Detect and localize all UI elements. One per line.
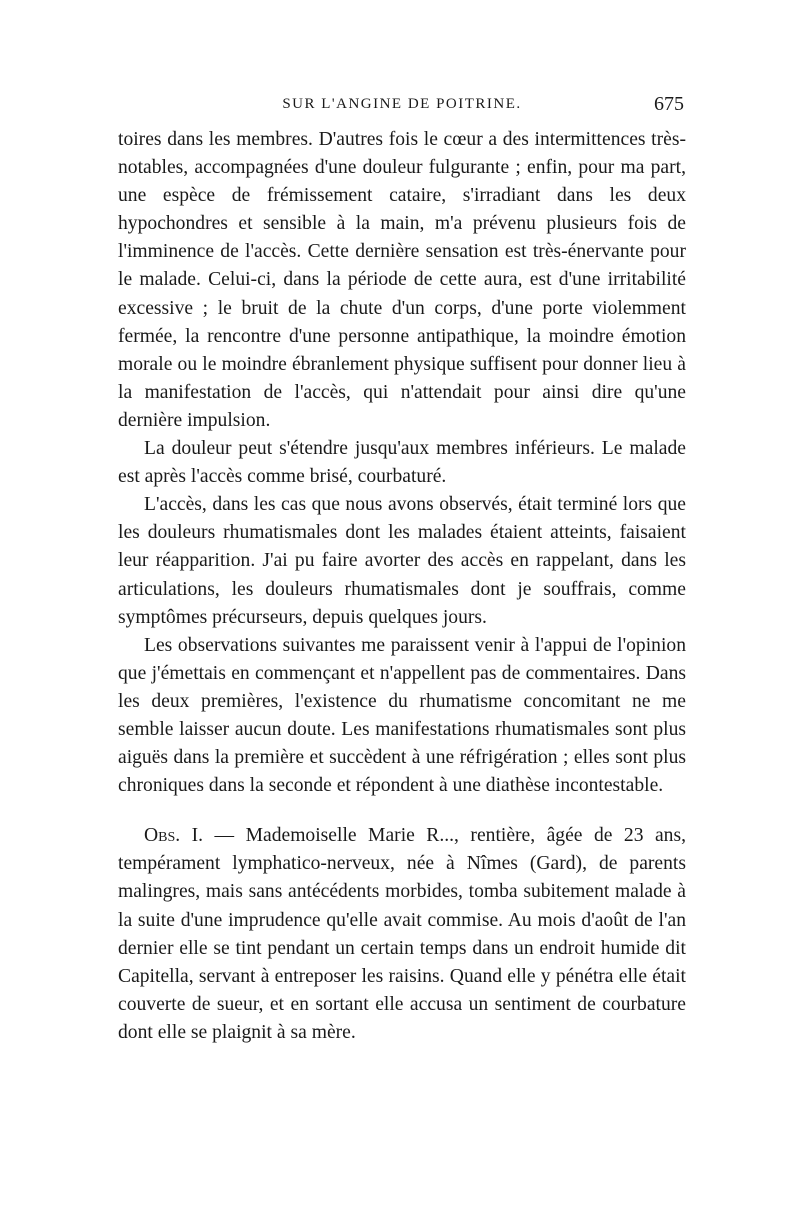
paragraph-acces: L'accès, dans les cas que nous avons observés, était terminé lors que les douleurs rhumatismales dont les malades étaient atteints, faisaient leur réapparition. J'ai pu faire avorter des accès en rappelant, dans les articulations, les douleurs rhumatismales dont je souffrais, comme symptômes précurseurs, depuis quelques jours. (118, 494, 686, 628)
paragraph-douleur: La douleur peut s'étendre jusqu'aux membres inférieurs. Le malade est après l'accès comme brisé, courbaturé. (118, 438, 686, 488)
observation-label: Obs. I. (144, 825, 204, 847)
page-header (118, 93, 686, 126)
running-head: SUR L'ANGINE DE POITRINE. (282, 96, 522, 112)
body-text (118, 126, 686, 1047)
page-number: 675 (654, 93, 684, 115)
observation-paragraph (118, 822, 686, 1047)
observation-text: — Mademoiselle Marie R..., rentière, âgée de 23 ans, tempérament lymphatico-nerveux, née à Nîmes (Gard), de parents malingres, mais sans antécédents morbides, tomba subitement malade à la suite d'une imprudence qu'elle avait commise. Au mois d'août de l'an dernier elle se tint pendant un certain temps dans un endroit humide dit Capitella, servant à entreposer les raisins. Quand elle y pénétra elle était couverte de sueur, et en sortant elle accusa un sentiment de courbature dont elle se plaignit à sa mère. (118, 825, 686, 1043)
paragraph-continuation: toires dans les membres. D'autres fois le cœur a des intermittences très-notables, accompagnées d'une douleur fulgurante ; enfin, pour ma part, une espèce de frémissement cataire, s'irradiant dans les deux hypochondres et sensible à la main, m'a prévenu plusieurs fois de l'imminence de l'accès. Cette dernière sensation est très-énervante pour le malade. Celui-ci, dans la période de cette aura, est d'une irritabilité excessive ; le bruit de la chute d'un corps, d'une porte violemment fermée, la rencontre d'une personne antipathique, la moindre émotion morale ou le moindre ébranlement physique suffisent pour donner lieu à la manifestation de l'accès, qui n'attendait pour ainsi dire qu'une dernière impulsion. (118, 129, 686, 431)
paragraph-observations: Les observations suivantes me paraissent venir à l'appui de l'opinion que j'émettais en commençant et n'appellent pas de commentaires. Dans les deux premières, l'existence du rhumatisme concomitant ne me semble laisser aucun doute. Les manifestations rhumatismales sont plus aiguës dans la première et succèdent à une réfrigération ; elles sont plus chroniques dans la seconde et répondent à une diathèse incontestable. (118, 634, 686, 797)
